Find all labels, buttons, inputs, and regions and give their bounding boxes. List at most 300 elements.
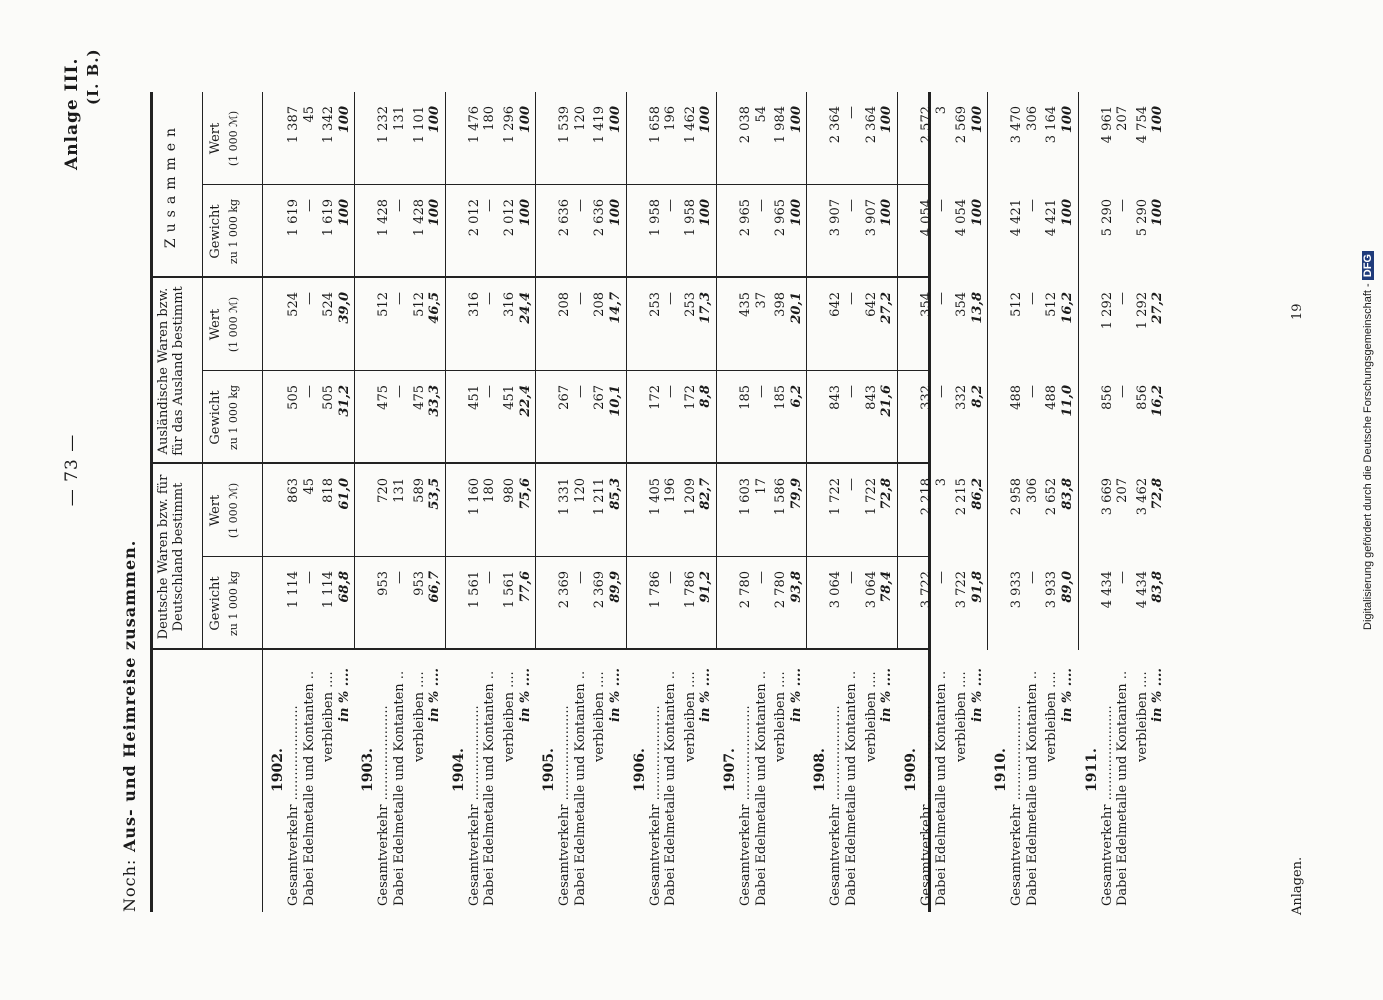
col-value-header: Wert <box>208 122 223 155</box>
cell-remain: 2 780 <box>773 571 789 609</box>
cell-total: 2 369 <box>557 571 573 609</box>
cell-remain: 642 <box>863 292 879 317</box>
cell-total: 316 <box>466 292 482 317</box>
footer-number: 19 <box>1290 303 1305 320</box>
cell-precious: 17 <box>753 478 769 495</box>
cell-total: 856 <box>1099 385 1115 410</box>
cell-precious: — <box>1115 292 1131 305</box>
cell-precious: — <box>663 571 679 584</box>
cell-precious: — <box>1115 385 1131 398</box>
cell-remain: 1 786 <box>682 571 698 609</box>
cell-total: 3 470 <box>1009 106 1025 144</box>
cell-total: 1 387 <box>286 106 301 144</box>
cell-remain: 818 <box>321 478 337 503</box>
cell-precious: — <box>1024 292 1040 305</box>
year-label: 1905. <box>541 748 558 792</box>
cell-pct: 91,2 <box>698 571 714 603</box>
year-label: 1903. <box>360 748 377 792</box>
cell-precious: — <box>392 292 407 305</box>
row-label-precious: Dabei Edelmetalle und Kontanten .. <box>392 670 407 906</box>
cell-precious: 54 <box>753 106 769 123</box>
cell-precious: 3 <box>934 478 950 487</box>
cell-pct: 8,2 <box>969 385 985 408</box>
cell-total: 185 <box>738 385 753 410</box>
cell-remain: 3 933 <box>1044 571 1060 609</box>
cell-precious: — <box>663 199 679 212</box>
cell-pct: 72,8 <box>879 478 895 510</box>
cell-pct: 68,8 <box>336 571 352 603</box>
cell-precious: — <box>1024 385 1040 398</box>
row-label-precious: Dabei Edelmetalle und Kontanten .. <box>844 670 859 906</box>
cell-pct: 100 <box>879 106 895 134</box>
cell-total: 332 <box>918 385 934 410</box>
cell-remain: 2 965 <box>773 199 789 237</box>
cell-total: 435 <box>738 292 753 317</box>
year-label: 1907. <box>722 748 738 792</box>
cell-remain: 1 984 <box>773 106 789 144</box>
cell-total: 1 160 <box>466 478 482 516</box>
row-label-remain: verbleiben .... <box>863 671 879 762</box>
cell-remain: 267 <box>592 385 608 410</box>
cell-precious: 306 <box>1024 106 1040 131</box>
row-label-precious: Dabei Edelmetalle und Kontanten .. <box>753 670 769 906</box>
row-label-remain: verbleiben .... <box>682 671 698 762</box>
cell-remain: 589 <box>411 478 427 503</box>
cell-precious: — <box>844 106 859 119</box>
col-value-header: Wert <box>208 308 223 341</box>
cell-pct: 100 <box>608 106 623 134</box>
cell-total: 863 <box>286 478 301 503</box>
cell-pct: 82,7 <box>698 478 714 510</box>
cell-total: 512 <box>376 292 392 317</box>
cell-total: 5 290 <box>1099 199 1115 237</box>
cell-precious: — <box>482 385 498 398</box>
cell-pct: 10,1 <box>608 385 623 417</box>
cell-remain: 980 <box>502 478 517 503</box>
group-title-line2: Deutschland bestimmt <box>171 482 186 632</box>
cell-pct: 100 <box>788 106 804 134</box>
cell-total: 2 958 <box>1009 478 1025 516</box>
cell-remain: 2 012 <box>502 199 517 237</box>
row-label-precious: Dabei Edelmetalle und Kontanten .. <box>482 670 498 906</box>
cell-precious: 306 <box>1024 478 1040 503</box>
year-separator <box>626 92 627 650</box>
cell-precious: 207 <box>1115 106 1131 131</box>
cell-precious: 131 <box>392 106 407 131</box>
cell-precious: — <box>572 571 588 584</box>
cell-precious: 180 <box>482 478 498 503</box>
row-label-remain: verbleiben .... <box>502 671 517 762</box>
cell-total: 1 561 <box>466 571 482 609</box>
col-value-unit: (1 000 ℳ) <box>227 296 240 353</box>
cell-precious: — <box>392 385 407 398</box>
cell-pct: 16,2 <box>1150 385 1166 417</box>
cell-total: 1 786 <box>647 571 663 609</box>
cell-remain: 1 211 <box>592 478 608 516</box>
cell-remain: 2 636 <box>592 199 608 237</box>
cell-total: 2 780 <box>738 571 753 609</box>
row-label-pct: in % .... <box>969 668 985 722</box>
row-label-pct: in % .... <box>788 668 804 722</box>
cell-remain: 505 <box>321 385 337 410</box>
cell-remain: 1 722 <box>863 478 879 516</box>
cell-total: 953 <box>376 571 392 596</box>
group-title-line1: Deutsche Waren bzw. für <box>156 474 171 640</box>
col-weight-header: Gewicht <box>208 204 223 259</box>
cell-pct: 33,3 <box>427 385 443 417</box>
cell-precious: 3 <box>934 106 950 115</box>
cell-total: 1 603 <box>738 478 753 516</box>
cell-remain: 451 <box>502 385 517 410</box>
cell-remain: 843 <box>863 385 879 410</box>
cell-pct: 20,1 <box>788 292 804 324</box>
cell-precious: — <box>301 385 317 398</box>
row-label-total: Gesamtverkehr ....................... <box>918 705 934 906</box>
cell-pct: 100 <box>608 199 623 227</box>
cell-total: 1 722 <box>828 478 844 516</box>
rule-group-sub <box>202 92 203 650</box>
cell-remain: 316 <box>502 292 517 317</box>
cell-precious: — <box>1024 199 1040 212</box>
cell-pct: 100 <box>1150 199 1166 227</box>
cell-pct: 11,0 <box>1060 385 1075 417</box>
cell-precious: 196 <box>663 106 679 131</box>
cell-total: 3 933 <box>1009 571 1025 609</box>
cell-total: 1 619 <box>286 199 301 237</box>
cell-remain: 2 369 <box>592 571 608 609</box>
cell-remain: 208 <box>592 292 608 317</box>
cell-remain: 1 428 <box>411 199 427 237</box>
cell-pct: 61,0 <box>336 478 352 510</box>
row-label-total: Gesamtverkehr ....................... <box>1099 705 1115 906</box>
cell-pct: 14,7 <box>608 292 623 324</box>
cell-remain: 3 064 <box>863 571 879 609</box>
cell-remain: 4 434 <box>1134 571 1150 609</box>
cell-pct: 22,4 <box>517 385 533 417</box>
row-label-precious: Dabei Edelmetalle und Kontanten .. <box>301 670 317 906</box>
cell-precious: 37 <box>753 292 769 309</box>
title-prefix: Noch: <box>120 858 139 912</box>
cell-pct: 16,2 <box>1060 292 1075 324</box>
col-weight-unit: zu 1 000 kg <box>227 384 240 451</box>
cell-total: 3 907 <box>828 199 844 237</box>
cell-remain: 1 619 <box>321 199 337 237</box>
dfg-logo: DFG <box>1362 251 1374 280</box>
cell-remain: 3 907 <box>863 199 879 237</box>
year-separator <box>806 92 807 650</box>
cell-pct: 27,2 <box>879 292 895 324</box>
cell-total: 1 292 <box>1099 292 1115 330</box>
cell-total: 1 539 <box>557 106 573 144</box>
cell-precious: — <box>753 385 769 398</box>
row-label-pct: in % .... <box>1060 668 1075 722</box>
cell-total: 354 <box>918 292 934 317</box>
cell-pct: 100 <box>698 199 714 227</box>
row-label-pct: in % .... <box>427 668 443 722</box>
cell-remain: 3 462 <box>1134 478 1150 516</box>
cell-total: 488 <box>1009 385 1025 410</box>
cell-total: 3 722 <box>918 571 934 609</box>
cell-pct: 85,3 <box>608 478 623 510</box>
dfg-note <box>1362 251 1374 630</box>
cell-remain: 1 209 <box>682 478 698 516</box>
annex-sub-label: (I. B.) <box>84 48 102 105</box>
year-separator <box>445 92 446 650</box>
cell-remain: 512 <box>1044 292 1060 317</box>
row-label-pct: in % .... <box>608 668 623 722</box>
row-label-pct: in % .... <box>879 668 895 722</box>
cell-total: 267 <box>557 385 573 410</box>
data-table <box>150 92 1166 912</box>
page-number: — 73 — <box>62 433 82 507</box>
cell-precious: — <box>1024 571 1040 584</box>
cell-remain: 4 054 <box>954 199 969 237</box>
cell-pct: 75,6 <box>517 478 533 510</box>
cell-remain: 524 <box>321 292 337 317</box>
cell-total: 524 <box>286 292 301 317</box>
cell-precious: — <box>934 385 950 398</box>
cell-pct: 13,8 <box>969 292 985 324</box>
cell-total: 4 421 <box>1009 199 1025 237</box>
cell-pct: 31,2 <box>336 385 352 417</box>
cell-total: 1 114 <box>286 571 301 609</box>
cell-precious: — <box>844 478 859 491</box>
cell-total: 2 364 <box>828 106 844 144</box>
cell-precious: 196 <box>663 478 679 503</box>
cell-pct: 100 <box>1060 199 1075 227</box>
row-label-total: Gesamtverkehr ....................... <box>466 705 482 906</box>
cell-pct: 100 <box>427 199 443 227</box>
cell-remain: 3 722 <box>954 571 969 609</box>
cell-remain: 185 <box>773 385 789 410</box>
year-separator <box>535 92 536 650</box>
cell-remain: 1 958 <box>682 199 698 237</box>
cell-precious: 131 <box>392 478 407 503</box>
vrule-group <box>150 276 931 278</box>
cell-total: 208 <box>557 292 573 317</box>
row-label-remain: verbleiben .... <box>1044 671 1060 762</box>
cell-total: 1 658 <box>647 106 663 144</box>
cell-remain: 475 <box>411 385 427 410</box>
cell-total: 2 038 <box>738 106 753 144</box>
cell-remain: 172 <box>682 385 698 410</box>
year-label: 1902. <box>270 748 286 792</box>
row-label-precious: Dabei Edelmetalle und Kontanten .. <box>663 670 679 906</box>
row-label-pct: in % .... <box>1150 668 1166 722</box>
cell-remain: 354 <box>954 292 969 317</box>
cell-pct: 21,6 <box>879 385 895 417</box>
cell-pct: 53,5 <box>427 478 443 510</box>
cell-total: 843 <box>828 385 844 410</box>
cell-pct: 100 <box>517 106 533 134</box>
col-value-unit: (1 000 ℳ) <box>227 110 240 167</box>
cell-remain: 4 754 <box>1134 106 1150 144</box>
cell-total: 1 331 <box>557 478 573 516</box>
col-value-header: Wert <box>208 494 223 527</box>
row-label-remain: verbleiben .... <box>773 671 789 762</box>
year-label: 1906. <box>631 748 648 792</box>
cell-pct: 86,2 <box>969 478 985 510</box>
cell-total: 4 961 <box>1099 106 1115 144</box>
cell-remain: 953 <box>411 571 427 596</box>
cell-total: 1 405 <box>647 478 663 516</box>
cell-precious: — <box>844 385 859 398</box>
cell-pct: 27,2 <box>1150 292 1166 324</box>
row-label-precious: Dabei Edelmetalle und Kontanten .. <box>572 670 588 906</box>
cell-pct: 78,4 <box>879 571 895 603</box>
cell-total: 505 <box>286 385 301 410</box>
cell-total: 1 958 <box>647 199 663 237</box>
cell-precious: — <box>301 571 317 584</box>
cell-remain: 5 290 <box>1134 199 1150 237</box>
cell-precious: — <box>663 385 679 398</box>
row-label-pct: in % .... <box>517 668 533 722</box>
year-separator <box>716 92 717 650</box>
cell-remain: 512 <box>411 292 427 317</box>
cell-precious: — <box>482 199 498 212</box>
cell-precious: — <box>934 199 950 212</box>
cell-precious: 45 <box>301 478 317 495</box>
row-label-remain: verbleiben .... <box>1134 671 1150 762</box>
rule-top <box>150 92 153 912</box>
cell-total: 1 232 <box>376 106 392 144</box>
cell-pct: 100 <box>336 106 352 134</box>
cell-remain: 2 364 <box>863 106 879 144</box>
annex-label: Anlage III. <box>62 57 82 170</box>
row-label-remain: verbleiben .... <box>592 671 608 762</box>
year-separator <box>987 92 988 650</box>
row-label-precious: Dabei Edelmetalle und Kontanten .. <box>934 670 950 906</box>
row-label-remain: verbleiben .... <box>321 671 337 762</box>
cell-precious: 120 <box>572 478 588 503</box>
cell-total: 2 218 <box>918 478 934 516</box>
cell-pct: 100 <box>1150 106 1166 134</box>
row-label-total: Gesamtverkehr ....................... <box>286 705 301 906</box>
cell-total: 475 <box>376 385 392 410</box>
row-label-remain: verbleiben .... <box>411 671 427 762</box>
cell-total: 2 965 <box>738 199 753 237</box>
cell-precious: 45 <box>301 106 317 123</box>
cell-pct: 79,9 <box>788 478 804 510</box>
year-separator <box>897 92 898 650</box>
cell-precious: — <box>753 571 769 584</box>
cell-precious: 120 <box>572 106 588 131</box>
cell-precious: — <box>572 199 588 212</box>
cell-total: 512 <box>1009 292 1025 317</box>
row-label-precious: Dabei Edelmetalle und Kontanten .. <box>1115 670 1131 906</box>
cell-remain: 4 421 <box>1044 199 1060 237</box>
cell-total: 2 572 <box>918 106 934 144</box>
footer-left: Anlagen. <box>1290 856 1305 915</box>
group-title-line2: für das Ausland bestimmt <box>171 286 186 456</box>
row-label-total: Gesamtverkehr ....................... <box>557 705 573 906</box>
cell-total: 451 <box>466 385 482 410</box>
cell-remain: 2 215 <box>954 478 969 516</box>
cell-remain: 488 <box>1044 385 1060 410</box>
cell-precious: 207 <box>1115 478 1131 503</box>
col-weight-unit: zu 1 000 kg <box>227 198 240 265</box>
row-label-total: Gesamtverkehr ....................... <box>647 705 663 906</box>
cell-pct: 77,6 <box>517 571 533 603</box>
row-label-total: Gesamtverkehr ....................... <box>1009 705 1025 906</box>
cell-total: 4 054 <box>918 199 934 237</box>
year-label: 1911. <box>1083 748 1100 792</box>
cell-remain: 332 <box>954 385 969 410</box>
year-label: 1904. <box>450 748 467 792</box>
cell-total: 3 669 <box>1099 478 1115 516</box>
cell-precious: — <box>663 292 679 305</box>
cell-pct: 6,2 <box>788 385 804 408</box>
row-label-remain: verbleiben .... <box>954 671 969 762</box>
cell-total: 642 <box>828 292 844 317</box>
row-label-precious: Dabei Edelmetalle und Kontanten .. <box>1024 670 1040 906</box>
cell-pct: 72,8 <box>1150 478 1166 510</box>
col-weight-header: Gewicht <box>208 390 223 445</box>
cell-pct: 46,5 <box>427 292 443 324</box>
cell-total: 1 428 <box>376 199 392 237</box>
cell-total: 3 064 <box>828 571 844 609</box>
cell-remain: 398 <box>773 292 789 317</box>
cell-remain: 1 101 <box>411 106 427 144</box>
cell-precious: — <box>753 199 769 212</box>
cell-remain: 2 652 <box>1044 478 1060 516</box>
cell-pct: 24,4 <box>517 292 533 324</box>
group-header <box>156 464 186 650</box>
col-weight-header: Gewicht <box>208 576 223 631</box>
group-title-line1: Ausländische Waren bzw. <box>156 287 171 455</box>
cell-precious: — <box>572 292 588 305</box>
cell-remain: 1 586 <box>773 478 789 516</box>
row-label-total: Gesamtverkehr ....................... <box>738 705 753 906</box>
vrule-label <box>150 648 931 650</box>
cell-pct: 100 <box>788 199 804 227</box>
col-value-unit: (1 000 ℳ) <box>227 482 240 539</box>
group-header <box>164 92 179 278</box>
cell-remain: 2 569 <box>954 106 969 144</box>
cell-total: 1 476 <box>466 106 482 144</box>
cell-pct: 89,0 <box>1060 571 1075 603</box>
cell-precious: 180 <box>482 106 498 131</box>
cell-remain: 1 114 <box>321 571 337 609</box>
page-title: Aus- und Heimreise zusammen. <box>120 539 139 852</box>
row-label-total: Gesamtverkehr ....................... <box>376 705 392 906</box>
cell-remain: 3 164 <box>1044 106 1060 144</box>
cell-pct: 100 <box>1060 106 1075 134</box>
cell-total: 253 <box>647 292 663 317</box>
cell-precious: — <box>934 571 950 584</box>
cell-pct: 83,8 <box>1060 478 1075 510</box>
cell-remain: 1 342 <box>321 106 337 144</box>
cell-precious: — <box>844 199 859 212</box>
cell-pct: 66,7 <box>427 571 443 603</box>
cell-pct: 100 <box>879 199 895 227</box>
cell-pct: 100 <box>427 106 443 134</box>
cell-precious: — <box>482 292 498 305</box>
cell-remain: 1 292 <box>1134 292 1150 330</box>
cell-pct: 91,8 <box>969 571 985 603</box>
cell-pct: 100 <box>336 199 352 227</box>
cell-pct: 100 <box>698 106 714 134</box>
group-header <box>156 278 186 464</box>
cell-pct: 89,9 <box>608 571 623 603</box>
cell-precious: — <box>844 571 859 584</box>
cell-pct: 8,8 <box>698 385 714 408</box>
cell-pct: 100 <box>969 199 985 227</box>
cell-precious: — <box>482 571 498 584</box>
vrule-group <box>150 462 931 464</box>
cell-remain: 1 419 <box>592 106 608 144</box>
cell-remain: 1 462 <box>682 106 698 144</box>
